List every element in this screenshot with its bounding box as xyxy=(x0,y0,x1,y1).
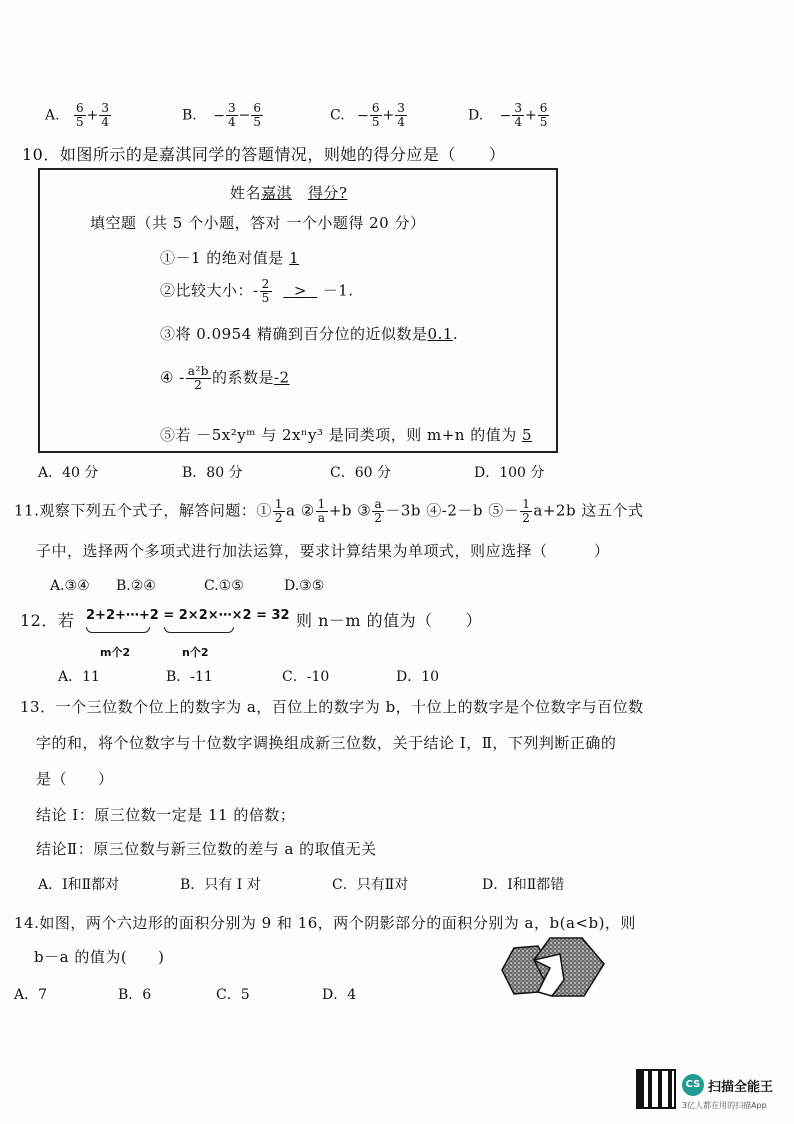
q12-under-n: n个2 xyxy=(182,646,209,659)
q13-option-d: D．I和Ⅱ都错 xyxy=(482,877,565,893)
q13-line1: 13．一个三位数个位上的数字为 a，百位上的数字为 b，十位上的数字是个位数字与百位数 xyxy=(20,698,644,716)
q13-conclusion-2: 结论Ⅱ：原三位数与新三位数的差与 a 的取值无关 xyxy=(36,840,377,858)
card-intro: 填空题（共 5 个小题，答对 一个小题得 20 分） xyxy=(90,214,426,232)
card-item-3: ③将 0.0954 精确到百分位的近似数是0.1. xyxy=(160,325,459,343)
qr-code xyxy=(636,1069,676,1109)
q12-tail: 则 n－m 的值为（ ） xyxy=(296,611,483,630)
q14-option-a: A．7 xyxy=(14,987,48,1003)
q13-option-a: A．I和Ⅱ都对 xyxy=(38,877,120,893)
card-header: 姓名嘉淇 得分? xyxy=(230,184,348,202)
card-item-5: ⑤若 －5x²yᵐ 与 2xⁿy³ 是同类项，则 m+n 的值为 5 xyxy=(160,426,533,444)
q9-option-c: C. − $\frac{6}{5}$ + $\frac{3}{4}$ xyxy=(330,101,405,129)
brand-tagline: 3亿人都在用的扫描App xyxy=(682,1101,767,1110)
q11-option-a: A.③④ xyxy=(50,578,90,594)
brand-name: 扫描全能王 xyxy=(708,1080,774,1095)
hexagon-figure xyxy=(498,934,608,1004)
q14-option-d: D．4 xyxy=(322,987,357,1003)
q11-line1: 11.观察下列五个式子，解答问题：① $\frac{1}{2}$ a ② $\frac{1}{a}$ +b ③ $\frac{a}{2}$ －3b ④-2－b ⑤－ $\frac{1}{2}$ a+2b 这五个式 xyxy=(14,497,644,525)
q10-stem: 10．如图所示的是嘉淇同学的答题情况，则她的得分应是（ ） xyxy=(22,145,506,164)
q12-expression: 2+2+⋯+2 = 2×2×⋯×2 = 32 xyxy=(86,608,290,623)
q12-option-a: A．11 xyxy=(58,669,100,685)
q13-option-c: C．只有Ⅱ对 xyxy=(332,877,409,893)
q10-option-d: D．100 分 xyxy=(474,465,545,481)
card-item-2: ②比较大小：- $\frac{2}{5}$ > －1. xyxy=(160,277,354,305)
answer-card xyxy=(38,168,558,453)
q13-line3: 是（ ） xyxy=(36,770,114,788)
q12-brace-m xyxy=(86,627,150,633)
q11-option-b: B.②④ xyxy=(116,578,156,594)
q12-option-c: C．-10 xyxy=(282,669,330,685)
q12-option-b: B．-11 xyxy=(166,669,213,685)
q14-option-b: B．6 xyxy=(118,987,152,1003)
q12-option-d: D．10 xyxy=(396,669,440,685)
q14-option-c: C．5 xyxy=(216,987,250,1003)
q12-label: 12．若 xyxy=(20,611,75,630)
q11-line2: 子中，选择两个多项式进行加法运算，要求计算结果为单项式，则应选择（ ） xyxy=(36,542,610,560)
q14-line2: b－a 的值为( ) xyxy=(34,948,165,966)
q14-line1: 14.如图，两个六边形的面积分别为 9 和 16，两个阴影部分的面积分别为 a，b(a<b)，则 xyxy=(14,914,636,932)
q9-option-d: D. − $\frac{3}{4}$ + $\frac{6}{5}$ xyxy=(468,101,548,129)
q13-conclusion-1: 结论 I：原三位数一定是 11 的倍数； xyxy=(36,806,296,824)
q11-option-c: C.①⑤ xyxy=(204,578,244,594)
q10-option-c: C．60 分 xyxy=(330,465,391,481)
q10-option-b: B．80 分 xyxy=(182,465,243,481)
q9-option-a: A. $\frac{6}{5}$ + $\frac{3}{4}$ xyxy=(45,101,110,129)
q13-line2: 字的和，将个位数字与十位数字调换组成新三位数，关于结论 I，Ⅱ，下列判断正确的 xyxy=(36,734,617,752)
q11-option-d: D.③⑤ xyxy=(284,578,325,594)
camscanner-logo-icon: CS xyxy=(682,1074,704,1096)
q12-brace-n xyxy=(164,627,234,633)
q12-under-m: m个2 xyxy=(100,646,131,659)
card-item-4: ④ - $\frac{\text{a²b}}{2}$ 的系数是-2 xyxy=(160,364,290,392)
q10-option-a: A．40 分 xyxy=(38,465,99,481)
card-item-1: ①－1 的绝对值是 1 xyxy=(160,249,300,267)
q13-option-b: B．只有 I 对 xyxy=(180,877,261,893)
q9-option-b: B. − $\frac{3}{4}$ − $\frac{6}{5}$ xyxy=(182,101,261,129)
